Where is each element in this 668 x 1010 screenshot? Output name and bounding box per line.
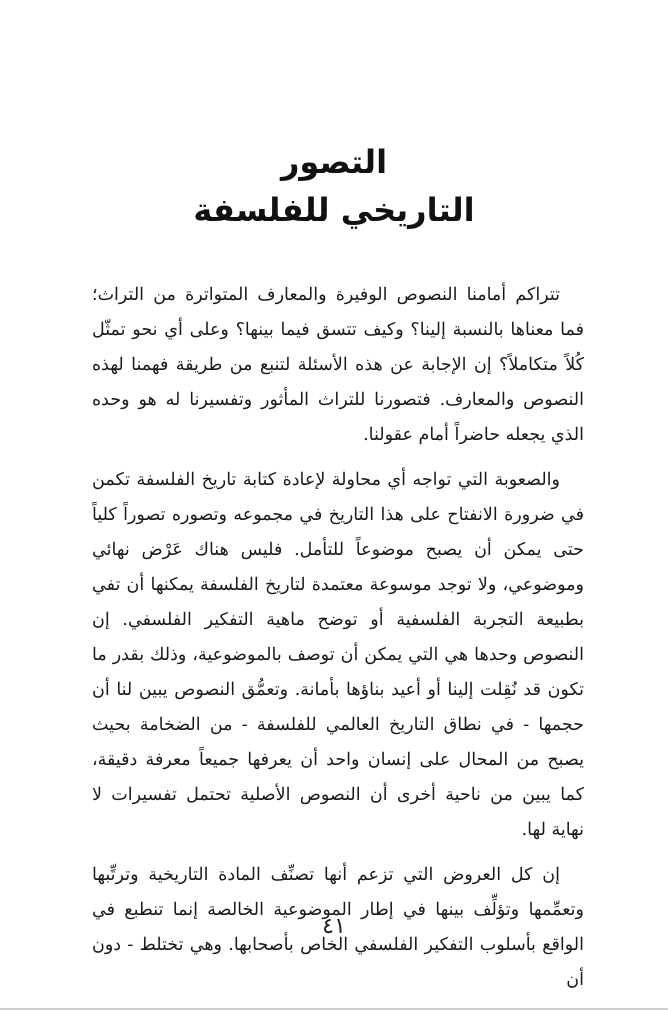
paragraph-3: إن كل العروض التي تزعم أنها تصنِّف المادة التاريخية وترتِّبها وتعمِّمها وتؤلِّف بينها في إطار الموضوعية الخالصة إنما تنطبع في الواقع بأسلوب التفكير الفلسفي الخاص بأصحابها. وهي تختلط - دون أن — [92, 865, 584, 990]
chapter-subtitle: التاريخي للفلسفة — [193, 191, 475, 229]
chapter-title: التصور — [280, 143, 388, 181]
body-text — [92, 278, 584, 998]
paragraph-1: تتراكم أمامنا النصوص الوفيرة والمعارف المتواترة من التراث؛ فما معناها بالنسبة إلينا؟ وكيف تتسق فيما بينها؟ وعلى أي نحو تمثّل كُلاً متكاملاً؟ إن الإجابة عن هذه الأسئلة لتنبع من طريقة فهمنا لهذه النصوص والمعارف. فتصورنا للتراث المأثور وتفسيرنا له هو وحده الذي يجعله حاضراً أمام عقولنا. — [92, 285, 584, 445]
paragraph-2: والصعوبة التي تواجه أي محاولة لإعادة كتابة تاريخ الفلسفة تكمن في ضرورة الانفتاح على هذا التاريخ في مجموعه وتصوره تصوراً كلياً حتى يمكن أن يصبح موضوعاً للتأمل. فليس هناك عَرْض نهائي وموضوعي، ولا توجد موسوعة معتمدة لتاريخ الفلسفة يمكنها أن تفي بطبيعة التجربة الفلسفية أو توضح ماهية التفكير الفلسفي. إن النصوص وحدها هي التي يمكن أن توصف بالموضوعية، وذلك بقدر ما تكون قد نُقِلت إلينا أو أعيد بناؤها بأمانة. وتعمُّق النصوص يبين لنا أن حجمها - في نطاق التاريخ العالمي للفلسفة - من الضخامة بحيث يصبح من المحال على إنسان واحد أن يعرفها جميعاً معرفة دقيقة، كما يبين من ناحية أخرى أن النصوص الأصلية تحتمل تفسيرات لا نهاية لها. — [92, 470, 584, 840]
page-number: ٤١ — [322, 914, 346, 939]
